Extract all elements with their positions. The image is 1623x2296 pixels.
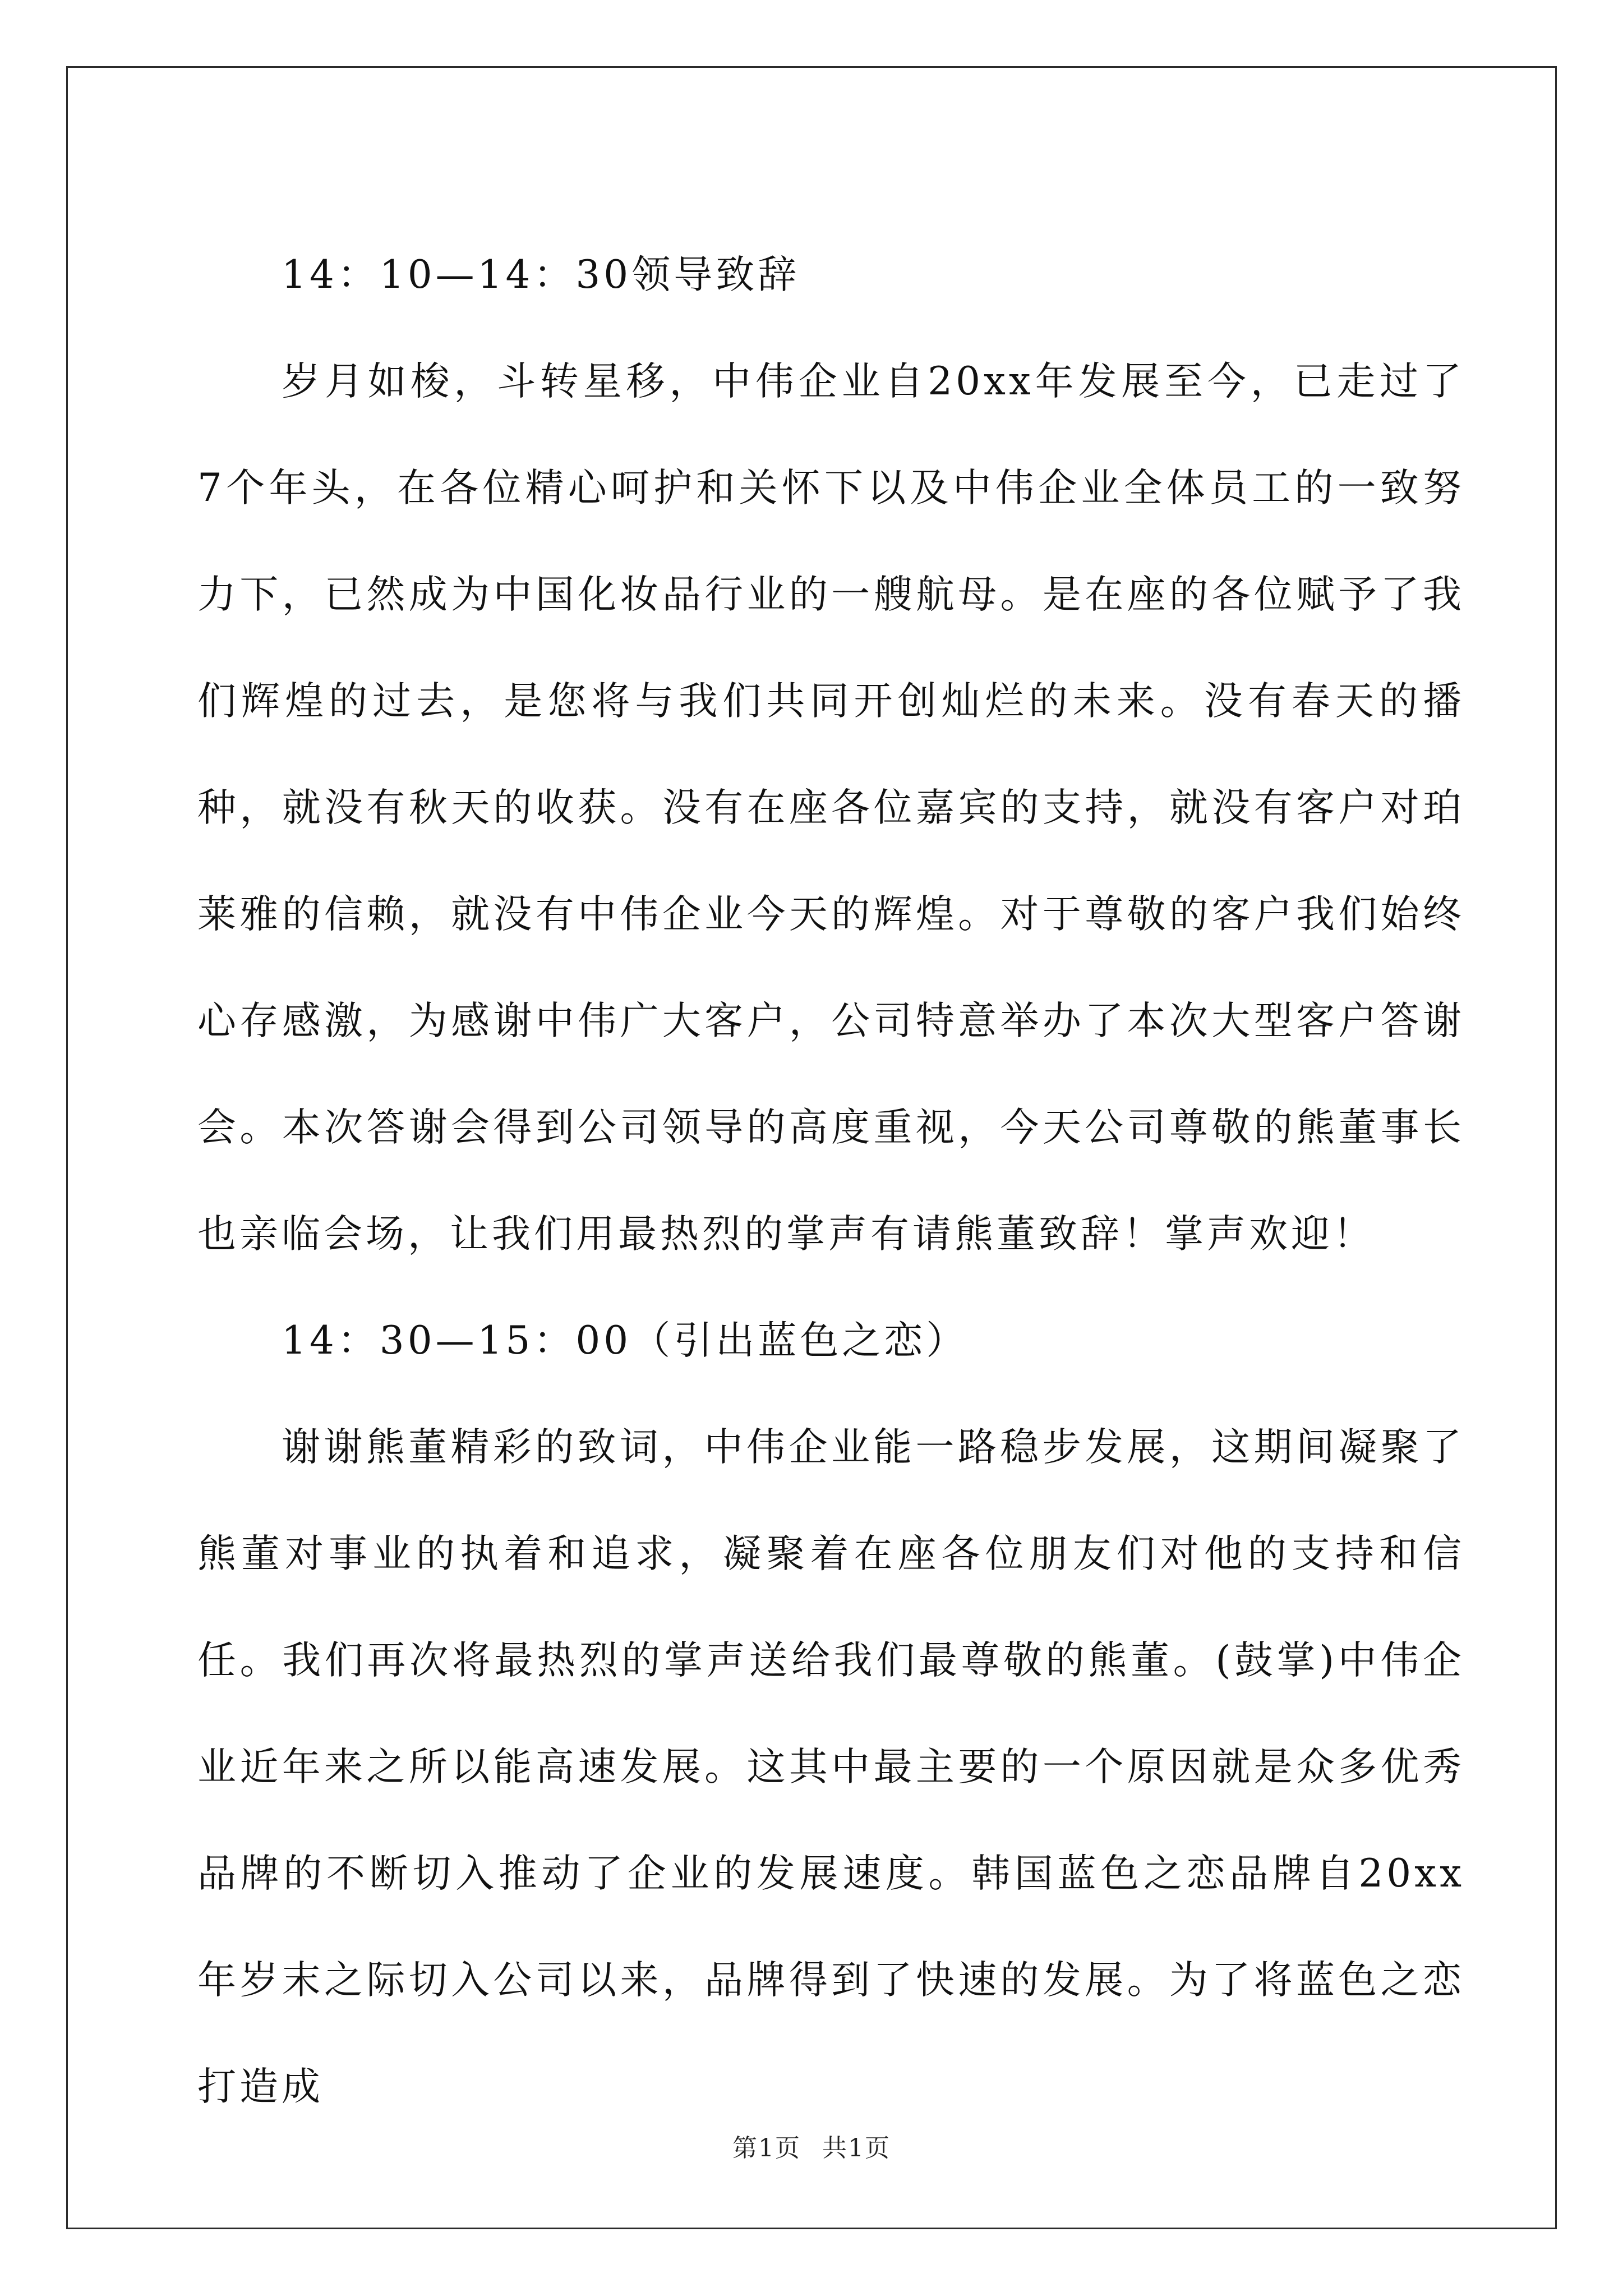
page-footer <box>0 2132 1623 2165</box>
section-heading-1: 14：10—14：30领导致辞 <box>282 252 800 297</box>
document-body <box>197 222 1465 2140</box>
paragraph-1: 岁月如梭，斗转星移，中伟企业自20xx年发展至今，已走过了7个年头，在各位精心呵护和关怀下以及中伟企业全体员工的一致努力下，已然成为中国化妆品行业的一艘航母。是在座的各位赋予了我们辉煌的过去，是您将与我们共同开创灿烂的未来。没有春天的播种，就没有秋天的收获。没有在座各位嘉宾的支持，就没有客户对珀莱雅的信赖，就没有中伟企业今天的辉煌。对于尊敬的客户我们始终心存感激，为感谢中伟广大客户，公司特意举办了本次大型客户答谢会。本次答谢会得到公司领导的高度重视，今天公司尊敬的熊董事长也亲临会场，让我们用最热烈的掌声有请熊董致辞！掌声欢迎！ <box>197 359 1465 1257</box>
section-heading-2: 14：30—15：00（引出蓝色之恋） <box>282 1318 969 1363</box>
page-number: 第1页 <box>732 2134 801 2162</box>
page-total: 共1页 <box>822 2134 891 2162</box>
paragraph-2: 谢谢熊董精彩的致词，中伟企业能一路稳步发展，这期间凝聚了熊董对事业的执着和追求，凝聚着在座各位朋友们对他的支持和信任。我们再次将最热烈的掌声送给我们最尊敬的熊董。(鼓掌)中伟企业近年来之所以能高速发展。这其中最主要的一个原因就是众多优秀品牌的不断切入推动了企业的发展速度。韩国蓝色之恋品牌自20xx年岁末之际切入公司以来，品牌得到了快速的发展。为了将蓝色之恋打造成 <box>197 1425 1465 2109</box>
